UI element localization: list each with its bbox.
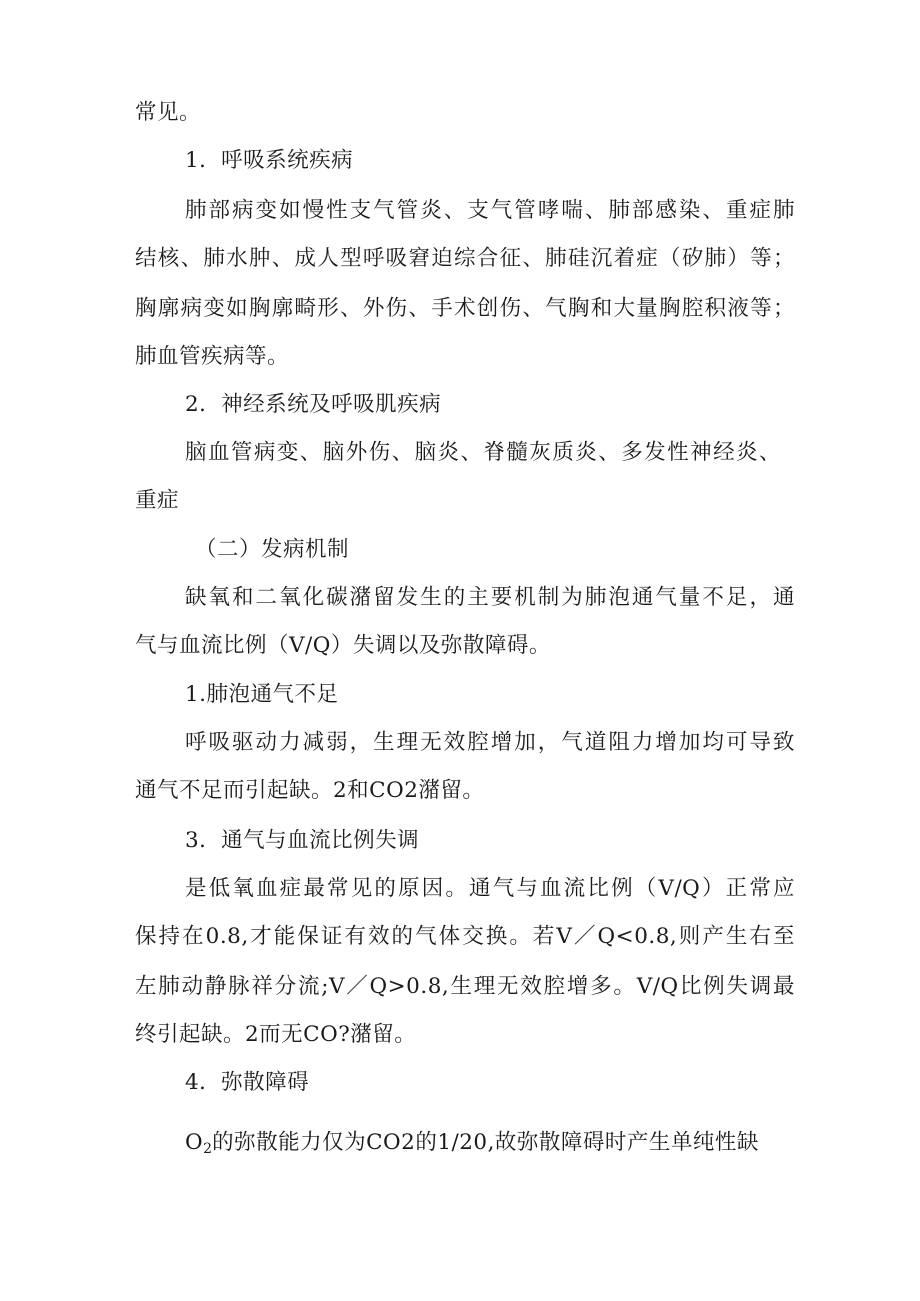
- paragraph-line: 肺血管疾病等。: [135, 344, 290, 369]
- paragraph-line: 缺氧和二氧化碳潴留发生的主要机制为肺泡通气量不足，通: [185, 585, 795, 610]
- oxygen-subscript: 2: [203, 1141, 213, 1157]
- paragraph-line: 结核、肺水肿、成人型呼吸窘迫综合征、肺硅沉着症（矽肺）等；: [135, 246, 795, 271]
- paragraph-line: 重症: [135, 488, 180, 513]
- paragraph-line: 通气不足而引起缺。2和CO2潴留。: [135, 778, 485, 803]
- section-heading: 1.肺泡通气不足: [185, 682, 339, 707]
- paragraph-line: 肺部病变如慢性支气管炎、支气管哮喘、肺部感染、重症肺: [185, 198, 795, 223]
- section-heading: 3．通气与血流比例失调: [185, 828, 420, 853]
- paragraph-line: 呼吸驱动力减弱，生理无效腔增加，气道阻力增加均可导致: [185, 730, 795, 755]
- paragraph-line: [185, 1128, 759, 1164]
- paragraph-line: 气与血流比例（V/Q）失调以及弥散障碍。: [135, 633, 551, 658]
- section-heading: 1．呼吸系统疾病: [185, 148, 354, 173]
- section-heading: （二）发病机制: [195, 537, 350, 562]
- paragraph-line: 保持在0.8,才能保证有效的气体交换。若V／Q<0.8,则产生右至: [135, 924, 795, 949]
- paragraph-line: 是低氧血症最常见的原因。通气与血流比例（V/Q）正常应: [185, 876, 795, 901]
- paragraph-line: 左肺动静脉祥分流;V／Q>0.8,生理无效腔增多。V/Q比例失调最: [135, 974, 795, 999]
- paragraph-line: 胸廓病变如胸廓畸形、外伤、手术创伤、气胸和大量胸腔积液等；: [135, 296, 795, 321]
- paragraph-line: 终引起缺。2而无CO?潴留。: [135, 1022, 417, 1047]
- paragraph-text: 的弥散能力仅为CO2的1/20,故弥散障碍时产生单纯性缺: [212, 1130, 759, 1155]
- text-line: 常见。: [135, 100, 202, 125]
- oxygen-symbol: O: [185, 1130, 204, 1155]
- paragraph-line: 脑血管病变、脑外伤、脑炎、脊髓灰质炎、多发性神经炎、: [185, 440, 781, 465]
- section-heading: 4．弥散障碍: [185, 1070, 310, 1095]
- section-heading: 2．神经系统及呼吸肌疾病: [185, 392, 442, 417]
